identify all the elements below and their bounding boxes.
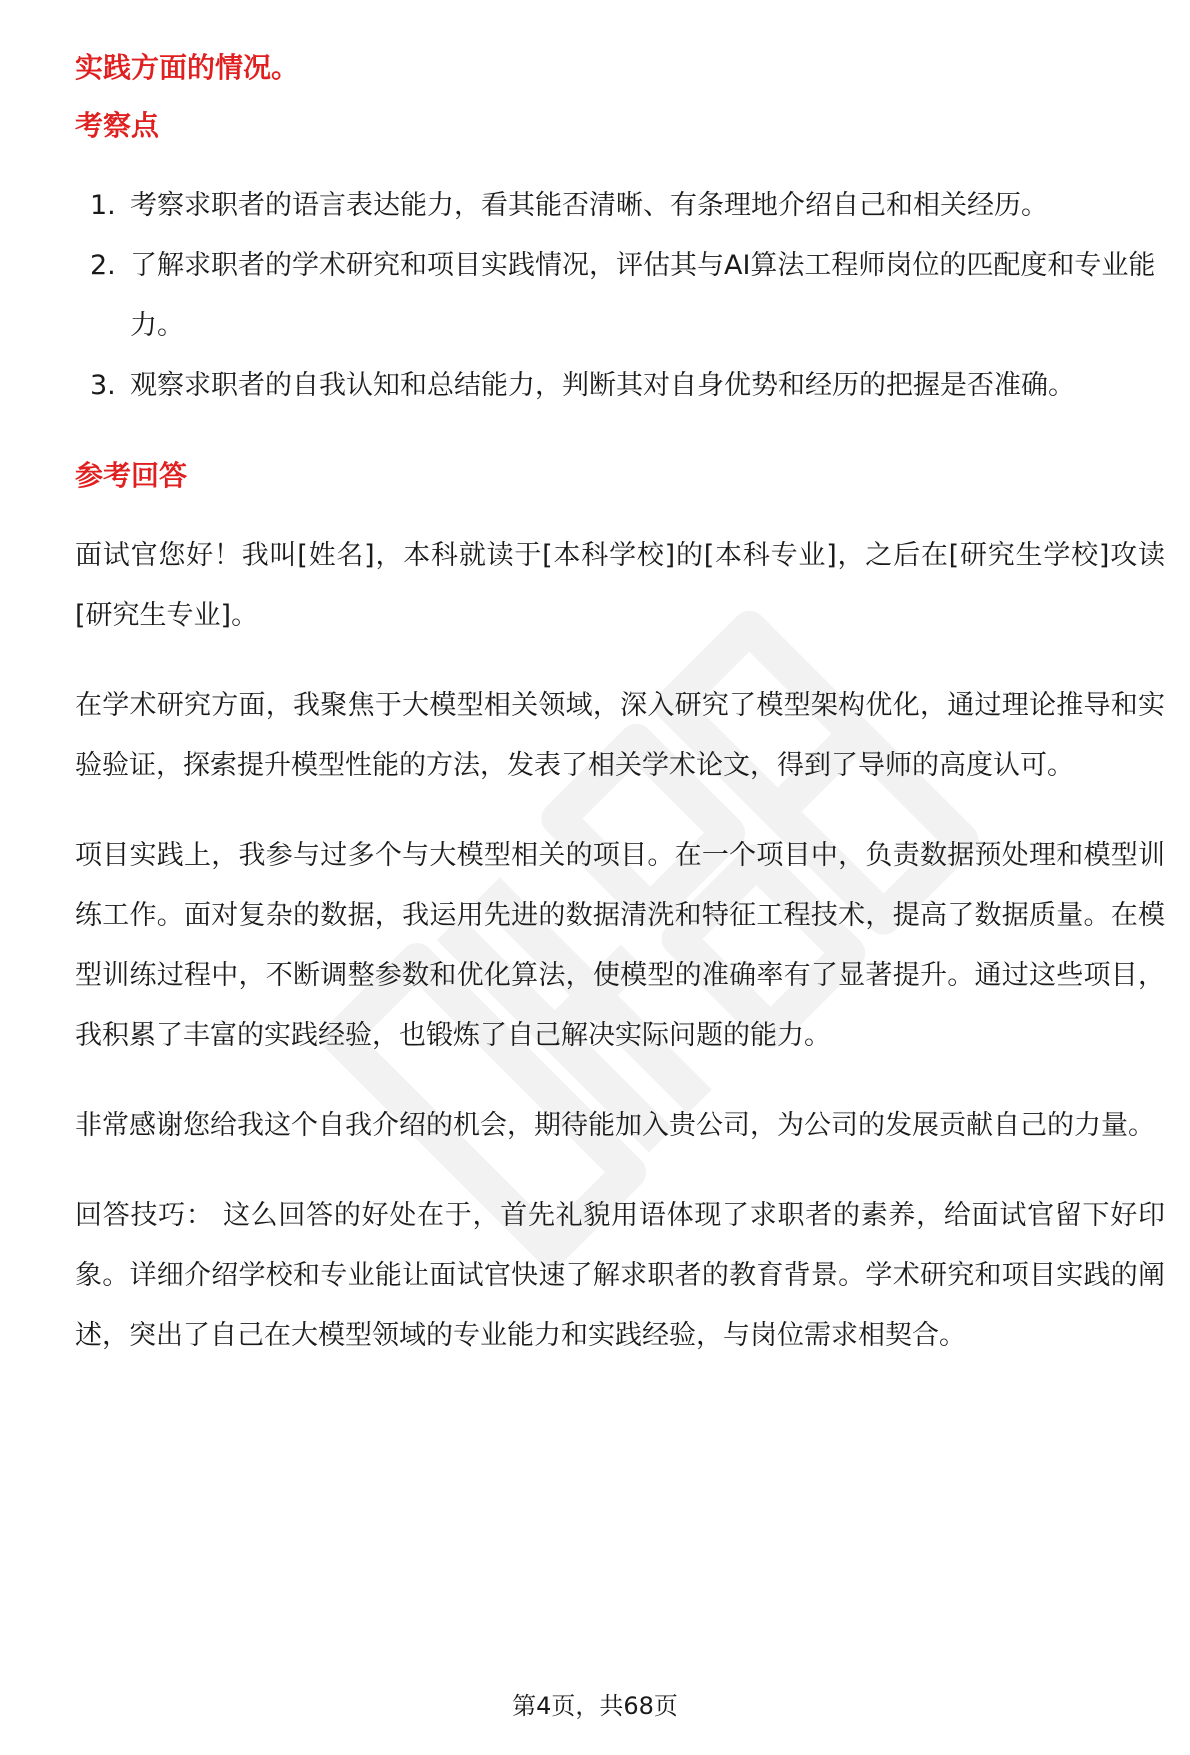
document-page xyxy=(75,48,1165,1396)
answer-paragraph-research: 在学术研究方面，我聚焦于大模型相关领域，深入研究了模型架构优化，通过理论推导和实验验证，探索提升模型性能的方法，发表了相关学术论文，得到了导师的高度认可。 xyxy=(75,690,1165,781)
answer-paragraph-projects: 项目实践上，我参与过多个与大模型相关的项目。在一个项目中，负责数据预处理和模型训练工作。面对复杂的数据，我运用先进的数据清洗和特征工程技术，提高了数据质量。在模型训练过程中，不断调整参数和优化算法，使模型的准确率有了显著提升。通过这些项目，我积累了丰富的实践经验，也锻炼了自己解决实际问题的能力。 xyxy=(75,840,1165,1051)
list-item xyxy=(75,236,1165,356)
list-item-number: 3. xyxy=(90,370,116,401)
answer-paragraph-intro: 面试官您好！我叫[姓名]，本科就读于[本科学校]的[本科专业]，之后在[研究生学校]攻读[研究生专业]。 xyxy=(75,540,1165,631)
list-item xyxy=(75,176,1165,236)
answer-tips-paragraph: 回答技巧： 这么回答的好处在于，首先礼貌用语体现了求职者的素养，给面试官留下好印象。详细介绍学校和专业能让面试官快速了解求职者的教育背景。学术研究和项目实践的阐述，突出了自己在大模型领域的专业能力和实践经验，与岗位需求相契合。 xyxy=(75,1200,1165,1351)
list-item-text: 考察求职者的语言表达能力，看其能否清晰、有条理地介绍自己和相关经历。 xyxy=(130,190,1048,221)
answer-paragraph-closing: 非常感谢您给我这个自我介绍的机会，期待能加入贵公司，为公司的发展贡献自己的力量。 xyxy=(75,1110,1155,1141)
page-number-footer: 第4页，共68页 xyxy=(512,1692,678,1720)
list-item-text: 了解求职者的学术研究和项目实践情况，评估其与AI算法工程师岗位的匹配度和专业能力。 xyxy=(130,250,1156,341)
list-item-text: 观察求职者的自我认知和总结能力，判断其对自身优势和经历的把握是否准确。 xyxy=(130,370,1075,401)
points-heading: 考察点 xyxy=(75,109,160,142)
points-list xyxy=(75,176,1165,416)
answer-heading: 参考回答 xyxy=(75,459,188,492)
intro-heading: 实践方面的情况。 xyxy=(75,51,300,84)
list-item-number: 2. xyxy=(90,250,116,281)
list-item xyxy=(75,356,1165,416)
list-item-number: 1. xyxy=(90,190,116,221)
